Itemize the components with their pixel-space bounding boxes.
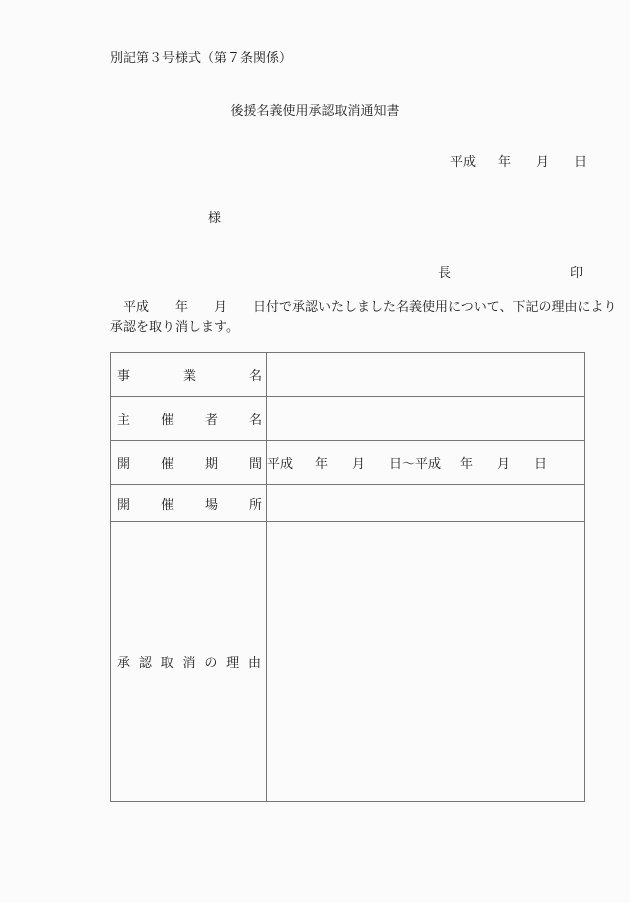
seal-mark: 印 xyxy=(570,266,584,281)
table-row-event-venue xyxy=(111,485,585,522)
label-char: 理 xyxy=(226,656,240,671)
date-year: 年 xyxy=(498,155,512,170)
label-char: 取 xyxy=(160,656,174,671)
notice-body xyxy=(110,298,617,338)
table-row-event-period xyxy=(111,441,585,485)
period-end-year: 年 xyxy=(460,457,474,472)
label-char: 間 xyxy=(248,457,262,472)
table-row-organizer-name xyxy=(111,397,585,441)
label-event-venue xyxy=(111,485,267,522)
event-venue-field[interactable] xyxy=(267,485,585,522)
details-table xyxy=(110,352,585,802)
period-start-month: 月 xyxy=(352,457,366,472)
date-month: 月 xyxy=(536,155,550,170)
label-char: 開 xyxy=(117,457,131,472)
table-row-project-name xyxy=(111,353,585,397)
label-event-period xyxy=(111,441,267,485)
label-char: 業 xyxy=(182,369,196,384)
date-era: 平成 xyxy=(450,155,477,170)
date-day: 日 xyxy=(574,155,588,170)
document-title: 後援名義使用承認取消通知書 xyxy=(230,104,400,119)
organizer-name-field[interactable] xyxy=(267,397,585,441)
period-start-year: 年 xyxy=(315,457,329,472)
label-char: 消 xyxy=(182,656,196,671)
period-start-era: 平成 xyxy=(267,457,294,472)
label-char: 催 xyxy=(160,457,174,472)
issue-date xyxy=(450,151,587,170)
notice-body-line-2: 承認を取り消します。 xyxy=(110,320,239,335)
label-organizer-name xyxy=(111,397,267,441)
addressee-honorific: 様 xyxy=(208,211,222,226)
label-char: 名 xyxy=(248,369,262,384)
project-name-field[interactable] xyxy=(267,353,585,397)
notice-body-line-1: 平成 年 月 日付で承認いたしました名義使用について、下記の理由により xyxy=(110,300,617,315)
label-char: 由 xyxy=(247,656,261,671)
label-char: 主 xyxy=(117,413,131,428)
label-char: の xyxy=(204,656,218,671)
label-char: 認 xyxy=(138,656,152,671)
label-char: 開 xyxy=(117,497,131,513)
label-project-name xyxy=(111,353,267,397)
label-char: 場 xyxy=(204,497,218,513)
label-char: 所 xyxy=(248,497,262,513)
cancellation-reason-field[interactable] xyxy=(267,522,585,802)
event-period-field[interactable] xyxy=(267,441,585,485)
table-row-cancellation-reason xyxy=(111,522,585,802)
label-char: 催 xyxy=(160,497,174,513)
label-char: 期 xyxy=(204,457,218,472)
label-cancellation-reason xyxy=(111,522,267,802)
label-char: 催 xyxy=(160,413,174,428)
period-end-month: 月 xyxy=(497,457,511,472)
label-char: 承 xyxy=(117,656,131,671)
period-start-day-end-era: 日～平成 xyxy=(389,457,442,472)
sender-title: 長 xyxy=(438,266,452,281)
label-char: 名 xyxy=(248,413,262,428)
period-end-day: 日 xyxy=(534,457,548,472)
label-char: 者 xyxy=(204,413,218,428)
form-number: 別記第３号様式（第７条関係） xyxy=(110,51,293,66)
label-char: 事 xyxy=(117,369,131,384)
